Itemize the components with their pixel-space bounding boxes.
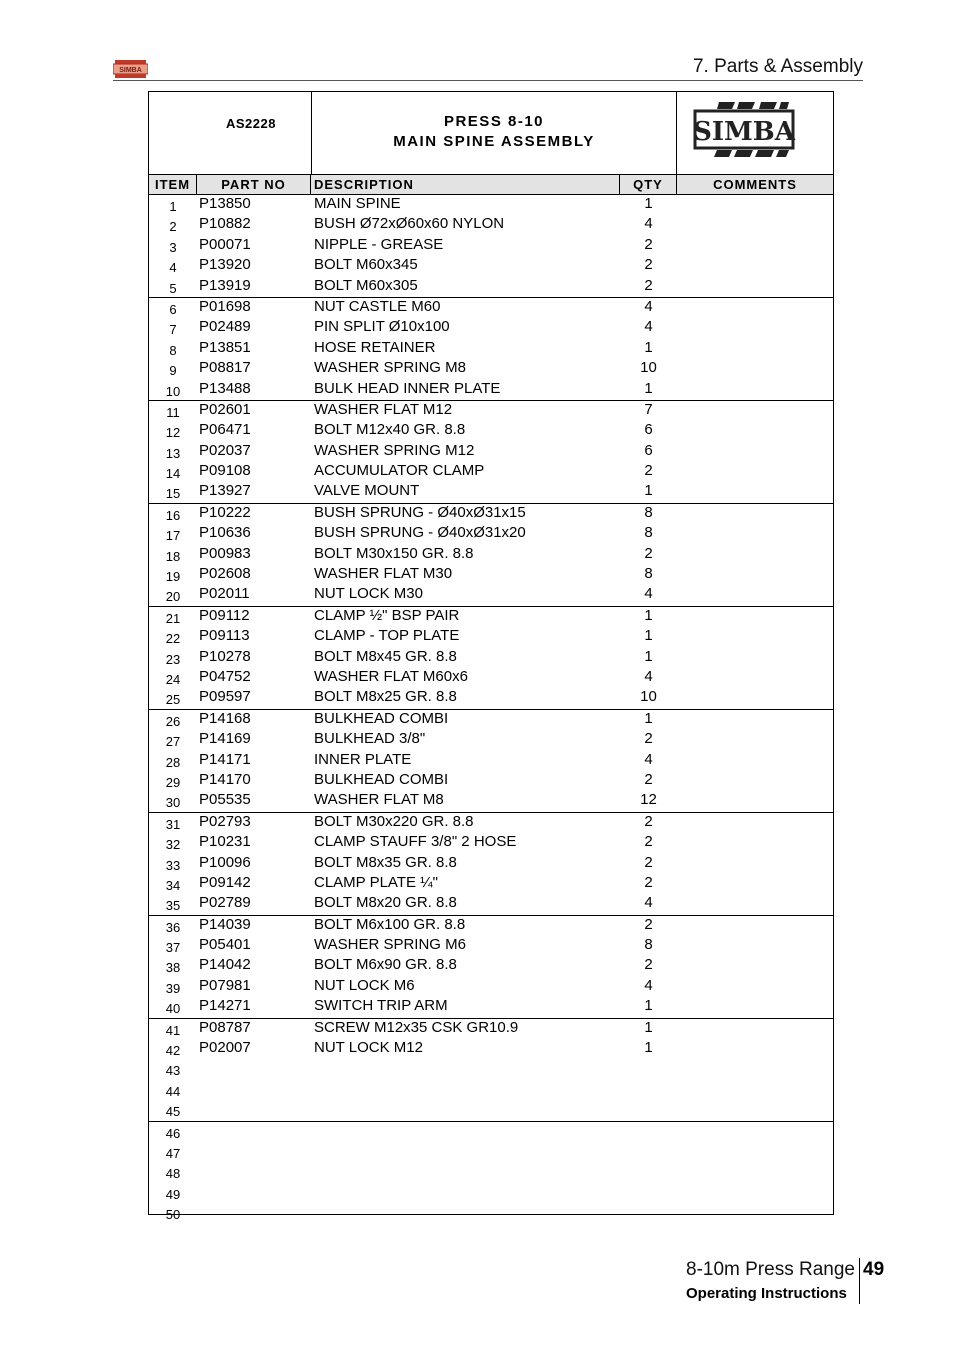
part-description: NUT LOCK M6 bbox=[314, 976, 415, 994]
item-number: 5 bbox=[169, 280, 177, 296]
parts-table-body bbox=[149, 195, 833, 1224]
table-row bbox=[149, 1059, 833, 1079]
item-number: 17 bbox=[165, 528, 181, 544]
part-qty: 1 bbox=[644, 997, 653, 1015]
part-description: BULKHEAD 3/8" bbox=[314, 730, 426, 748]
part-number: P09113 bbox=[199, 627, 250, 645]
item-number: 12 bbox=[165, 425, 181, 441]
part-qty: 1 bbox=[644, 606, 653, 624]
part-description: BOLT M60x345 bbox=[314, 256, 418, 274]
footer-divider bbox=[859, 1258, 860, 1304]
table-row bbox=[149, 380, 833, 400]
column-header-item: ITEM bbox=[149, 175, 197, 194]
assembly-code: AS2228 bbox=[226, 116, 276, 131]
table-row bbox=[149, 1142, 833, 1162]
part-description: CLAMP STAUFF 3/8" 2 HOSE bbox=[314, 833, 517, 851]
title-block bbox=[149, 92, 833, 174]
table-row bbox=[149, 916, 833, 936]
item-number: 8 bbox=[169, 342, 177, 358]
part-qty: 2 bbox=[644, 276, 653, 294]
part-description: CLAMP ½" BSP PAIR bbox=[314, 606, 460, 624]
table-row bbox=[149, 648, 833, 668]
part-description: BOLT M8x35 GR. 8.8 bbox=[314, 853, 457, 871]
table-row bbox=[149, 627, 833, 647]
part-description: VALVE MOUNT bbox=[314, 482, 420, 500]
table-row bbox=[149, 956, 833, 976]
part-number: P10636 bbox=[199, 524, 251, 542]
row-group bbox=[149, 504, 833, 607]
part-qty: 2 bbox=[644, 235, 653, 253]
part-number: P05401 bbox=[199, 936, 251, 954]
column-header-comments: COMMENTS bbox=[713, 177, 797, 192]
part-number: P09142 bbox=[199, 873, 251, 891]
item-number: 28 bbox=[165, 754, 181, 770]
item-number: 47 bbox=[165, 1145, 181, 1161]
logo-cell bbox=[677, 92, 833, 174]
part-number: P02789 bbox=[199, 894, 251, 912]
item-number: 9 bbox=[169, 363, 177, 379]
item-number: 20 bbox=[165, 589, 181, 605]
part-qty: 2 bbox=[644, 956, 653, 974]
table-row bbox=[149, 339, 833, 359]
part-description: CLAMP PLATE ¼" bbox=[314, 873, 438, 891]
item-number: 41 bbox=[165, 1022, 181, 1038]
item-number: 1 bbox=[169, 199, 177, 214]
part-qty: 1 bbox=[644, 627, 653, 645]
table-row bbox=[149, 997, 833, 1017]
table-row bbox=[149, 813, 833, 833]
table-row bbox=[149, 318, 833, 338]
table-row bbox=[149, 688, 833, 708]
part-number: P00983 bbox=[199, 544, 251, 562]
item-number: 38 bbox=[165, 960, 181, 976]
table-row bbox=[149, 585, 833, 605]
part-number: P02601 bbox=[199, 400, 251, 418]
svg-text:SIMBA: SIMBA bbox=[119, 67, 142, 74]
part-qty: 6 bbox=[644, 421, 653, 439]
part-qty: 2 bbox=[644, 770, 653, 788]
part-description: NIPPLE - GREASE bbox=[314, 235, 444, 253]
table-row bbox=[149, 1162, 833, 1182]
part-number: P13919 bbox=[199, 276, 251, 294]
part-qty: 7 bbox=[644, 400, 653, 418]
part-qty: 1 bbox=[644, 482, 653, 500]
item-number: 24 bbox=[165, 671, 181, 687]
row-group bbox=[149, 298, 833, 401]
table-row bbox=[149, 359, 833, 379]
part-description: INNER PLATE bbox=[314, 750, 412, 768]
table-row bbox=[149, 1039, 833, 1059]
part-description: BOLT M8x25 GR. 8.8 bbox=[314, 688, 457, 706]
part-qty: 8 bbox=[644, 503, 653, 521]
part-number: P10222 bbox=[199, 503, 251, 521]
item-number: 27 bbox=[165, 734, 181, 750]
part-description: BOLT M30x150 GR. 8.8 bbox=[314, 544, 474, 562]
part-description: SCREW M12x35 CSK GR10.9 bbox=[314, 1018, 519, 1036]
item-number: 6 bbox=[169, 301, 177, 317]
part-qty: 2 bbox=[644, 873, 653, 891]
row-group bbox=[149, 1122, 833, 1224]
item-number: 37 bbox=[165, 940, 181, 956]
part-description: BOLT M30x220 GR. 8.8 bbox=[314, 812, 474, 830]
item-number: 14 bbox=[165, 466, 181, 482]
table-row bbox=[149, 277, 833, 297]
item-number: 39 bbox=[165, 980, 181, 996]
part-qty: 8 bbox=[644, 936, 653, 954]
row-group bbox=[149, 401, 833, 504]
part-number: P00071 bbox=[199, 235, 251, 253]
part-number: P10278 bbox=[199, 647, 251, 665]
table-row bbox=[149, 1080, 833, 1100]
part-description: WASHER FLAT M12 bbox=[314, 400, 453, 418]
table-row bbox=[149, 668, 833, 688]
part-qty: 1 bbox=[644, 338, 653, 356]
item-number: 4 bbox=[169, 260, 177, 276]
item-number: 2 bbox=[169, 219, 177, 235]
table-row bbox=[149, 833, 833, 853]
item-number: 31 bbox=[165, 816, 181, 832]
row-group bbox=[149, 607, 833, 710]
item-number: 16 bbox=[165, 507, 181, 523]
part-qty: 4 bbox=[644, 894, 653, 912]
part-description: BUSH SPRUNG - Ø40xØ31x15 bbox=[314, 503, 526, 521]
assembly-title-cell bbox=[312, 92, 677, 174]
table-row bbox=[149, 894, 833, 914]
part-description: BUSH Ø72xØ60x60 NYLON bbox=[314, 215, 505, 233]
part-number: P02007 bbox=[199, 1039, 251, 1057]
part-description: BULK HEAD INNER PLATE bbox=[314, 379, 501, 397]
part-description: WASHER FLAT M8 bbox=[314, 791, 444, 809]
part-description: NUT LOCK M30 bbox=[314, 585, 423, 603]
table-row bbox=[149, 874, 833, 894]
part-number: P05535 bbox=[199, 791, 251, 809]
table-row bbox=[149, 936, 833, 956]
item-number: 50 bbox=[165, 1207, 181, 1223]
logo-text: SIMBA bbox=[693, 117, 795, 147]
part-qty: 1 bbox=[644, 1039, 653, 1057]
item-number: 22 bbox=[165, 631, 181, 647]
part-description: BOLT M12x40 GR. 8.8 bbox=[314, 421, 466, 439]
part-number: P13488 bbox=[199, 379, 251, 397]
part-description: NUT CASTLE M60 bbox=[314, 297, 441, 315]
part-qty: 2 bbox=[644, 730, 653, 748]
part-qty: 4 bbox=[644, 750, 653, 768]
table-row bbox=[149, 1183, 833, 1203]
part-number: P14169 bbox=[199, 730, 251, 748]
item-number: 33 bbox=[165, 857, 181, 873]
part-number: P13927 bbox=[199, 482, 251, 500]
part-description: PIN SPLIT Ø10x100 bbox=[314, 318, 450, 336]
item-number: 34 bbox=[165, 877, 181, 893]
part-number: P02011 bbox=[199, 585, 250, 603]
table-row bbox=[149, 215, 833, 235]
part-description: HOSE RETAINER bbox=[314, 338, 436, 356]
part-number: P13850 bbox=[199, 195, 251, 212]
part-description: WASHER SPRING M12 bbox=[314, 441, 475, 459]
table-row bbox=[149, 298, 833, 318]
part-qty: 4 bbox=[644, 976, 653, 994]
item-number: 25 bbox=[165, 692, 181, 708]
column-header-qty: QTY bbox=[620, 175, 677, 194]
section-title: 7. Parts & Assembly bbox=[692, 56, 863, 77]
part-number: P14039 bbox=[199, 915, 251, 933]
part-description: SWITCH TRIP ARM bbox=[314, 997, 448, 1015]
part-description: WASHER FLAT M60x6 bbox=[314, 667, 468, 685]
part-number: P02489 bbox=[199, 318, 251, 336]
part-number: P07981 bbox=[199, 976, 251, 994]
row-group bbox=[149, 195, 833, 298]
part-number: P14170 bbox=[199, 770, 251, 788]
item-number: 30 bbox=[165, 795, 181, 811]
part-qty: 2 bbox=[644, 256, 653, 274]
assembly-code-cell bbox=[149, 92, 312, 174]
part-description: WASHER FLAT M30 bbox=[314, 565, 453, 583]
part-description: BOLT M8x20 GR. 8.8 bbox=[314, 894, 457, 912]
table-row bbox=[149, 751, 833, 771]
table-row bbox=[149, 236, 833, 256]
row-group bbox=[149, 916, 833, 1019]
part-qty: 12 bbox=[640, 791, 657, 809]
part-number: P10096 bbox=[199, 853, 251, 871]
part-description: BOLT M6x90 GR. 8.8 bbox=[314, 956, 457, 974]
header-rule bbox=[113, 80, 863, 81]
part-qty: 4 bbox=[644, 318, 653, 336]
row-group bbox=[149, 710, 833, 813]
part-qty: 1 bbox=[644, 709, 653, 727]
part-qty: 2 bbox=[644, 462, 653, 480]
part-description: NUT LOCK M12 bbox=[314, 1039, 423, 1057]
row-group bbox=[149, 813, 833, 916]
item-number: 49 bbox=[165, 1186, 181, 1202]
table-row bbox=[149, 524, 833, 544]
part-qty: 1 bbox=[644, 379, 653, 397]
part-qty: 4 bbox=[644, 585, 653, 603]
part-number: P10882 bbox=[199, 215, 251, 233]
part-number: P14271 bbox=[199, 997, 251, 1015]
part-number: P10231 bbox=[199, 833, 251, 851]
item-number: 48 bbox=[165, 1166, 181, 1182]
table-row bbox=[149, 462, 833, 482]
table-row bbox=[149, 565, 833, 585]
part-description: BOLT M6x100 GR. 8.8 bbox=[314, 915, 466, 933]
part-number: P13920 bbox=[199, 256, 251, 274]
part-description: MAIN SPINE bbox=[314, 195, 401, 212]
table-row bbox=[149, 710, 833, 730]
row-group bbox=[149, 1019, 833, 1122]
part-number: P13851 bbox=[199, 338, 251, 356]
item-number: 13 bbox=[165, 445, 181, 461]
item-number: 29 bbox=[165, 774, 181, 790]
simba-logo-small bbox=[113, 59, 148, 79]
column-header-row bbox=[149, 174, 833, 195]
table-row bbox=[149, 504, 833, 524]
item-number: 42 bbox=[165, 1043, 181, 1059]
item-number: 10 bbox=[165, 383, 181, 399]
item-number: 35 bbox=[165, 898, 181, 914]
table-row bbox=[149, 256, 833, 276]
table-row bbox=[149, 854, 833, 874]
table-row bbox=[149, 545, 833, 565]
item-number: 21 bbox=[165, 610, 181, 626]
part-description: BULKHEAD COMBI bbox=[314, 709, 449, 727]
part-number: P09112 bbox=[199, 606, 250, 624]
part-description: BUSH SPRUNG - Ø40xØ31x20 bbox=[314, 524, 526, 542]
table-row bbox=[149, 1122, 833, 1142]
part-description: BOLT M8x45 GR. 8.8 bbox=[314, 647, 457, 665]
part-qty: 1 bbox=[644, 1018, 653, 1036]
table-row bbox=[149, 1203, 833, 1223]
part-number: P09597 bbox=[199, 688, 251, 706]
part-qty: 10 bbox=[640, 359, 657, 377]
item-number: 7 bbox=[169, 322, 177, 338]
item-number: 44 bbox=[165, 1083, 181, 1099]
item-number: 19 bbox=[165, 569, 181, 585]
part-qty: 8 bbox=[644, 565, 653, 583]
item-number: 15 bbox=[165, 486, 181, 502]
parts-list-sheet bbox=[148, 91, 834, 1223]
part-number: P04752 bbox=[199, 667, 251, 685]
simba-logo bbox=[677, 92, 833, 174]
part-number: P02608 bbox=[199, 565, 251, 583]
part-qty: 2 bbox=[644, 853, 653, 871]
part-qty: 1 bbox=[644, 647, 653, 665]
table-row bbox=[149, 771, 833, 791]
item-number: 18 bbox=[165, 548, 181, 564]
part-description: WASHER SPRING M6 bbox=[314, 936, 466, 954]
part-number: P08817 bbox=[199, 359, 251, 377]
item-number: 32 bbox=[165, 837, 181, 853]
part-number: P14168 bbox=[199, 709, 251, 727]
part-number: P14171 bbox=[199, 750, 251, 768]
table-row bbox=[149, 977, 833, 997]
part-description: BULKHEAD COMBI bbox=[314, 770, 449, 788]
part-number: P01698 bbox=[199, 297, 251, 315]
item-number: 26 bbox=[165, 713, 181, 729]
part-number: P14042 bbox=[199, 956, 251, 974]
assembly-title-line2: MAIN SPINE ASSEMBLY bbox=[393, 133, 595, 150]
part-description: BOLT M60x305 bbox=[314, 276, 418, 294]
item-number: 45 bbox=[165, 1104, 181, 1120]
part-qty: 2 bbox=[644, 812, 653, 830]
table-row bbox=[149, 482, 833, 502]
item-number: 3 bbox=[169, 239, 177, 255]
table-row bbox=[149, 421, 833, 441]
part-description: ACCUMULATOR CLAMP bbox=[314, 462, 485, 480]
item-number: 40 bbox=[165, 1001, 181, 1017]
part-number: P02793 bbox=[199, 812, 251, 830]
column-header-part-no: PART NO bbox=[197, 175, 311, 194]
item-number: 23 bbox=[165, 651, 181, 667]
part-qty: 4 bbox=[644, 667, 653, 685]
part-qty: 4 bbox=[644, 215, 653, 233]
part-number: P08787 bbox=[199, 1018, 251, 1036]
part-qty: 4 bbox=[644, 297, 653, 315]
table-row bbox=[149, 730, 833, 750]
column-header-description: DESCRIPTION bbox=[311, 175, 620, 194]
table-row bbox=[149, 791, 833, 811]
part-qty: 6 bbox=[644, 441, 653, 459]
item-number: 11 bbox=[166, 404, 180, 420]
page-number: 49 bbox=[863, 1259, 885, 1280]
part-qty: 10 bbox=[640, 688, 657, 706]
part-qty: 1 bbox=[644, 195, 653, 212]
table-row bbox=[149, 401, 833, 421]
part-description: CLAMP - TOP PLATE bbox=[314, 627, 460, 645]
footer-title: 8-10m Press Range bbox=[686, 1259, 855, 1280]
item-number: 36 bbox=[165, 919, 181, 935]
part-qty: 2 bbox=[644, 544, 653, 562]
part-qty: 8 bbox=[644, 524, 653, 542]
part-qty: 2 bbox=[644, 833, 653, 851]
table-row bbox=[149, 607, 833, 627]
item-number: 43 bbox=[165, 1063, 181, 1079]
footer-subtitle: Operating Instructions bbox=[686, 1285, 847, 1302]
table-row bbox=[149, 1019, 833, 1039]
part-number: P06471 bbox=[199, 421, 251, 439]
table-row bbox=[149, 1100, 833, 1120]
item-number: 46 bbox=[165, 1125, 181, 1141]
part-qty: 2 bbox=[644, 915, 653, 933]
table-row bbox=[149, 442, 833, 462]
part-number: P02037 bbox=[199, 441, 251, 459]
part-description: WASHER SPRING M8 bbox=[314, 359, 466, 377]
assembly-title-line1: PRESS 8-10 bbox=[443, 113, 545, 130]
table-row bbox=[149, 195, 833, 215]
part-number: P09108 bbox=[199, 462, 251, 480]
